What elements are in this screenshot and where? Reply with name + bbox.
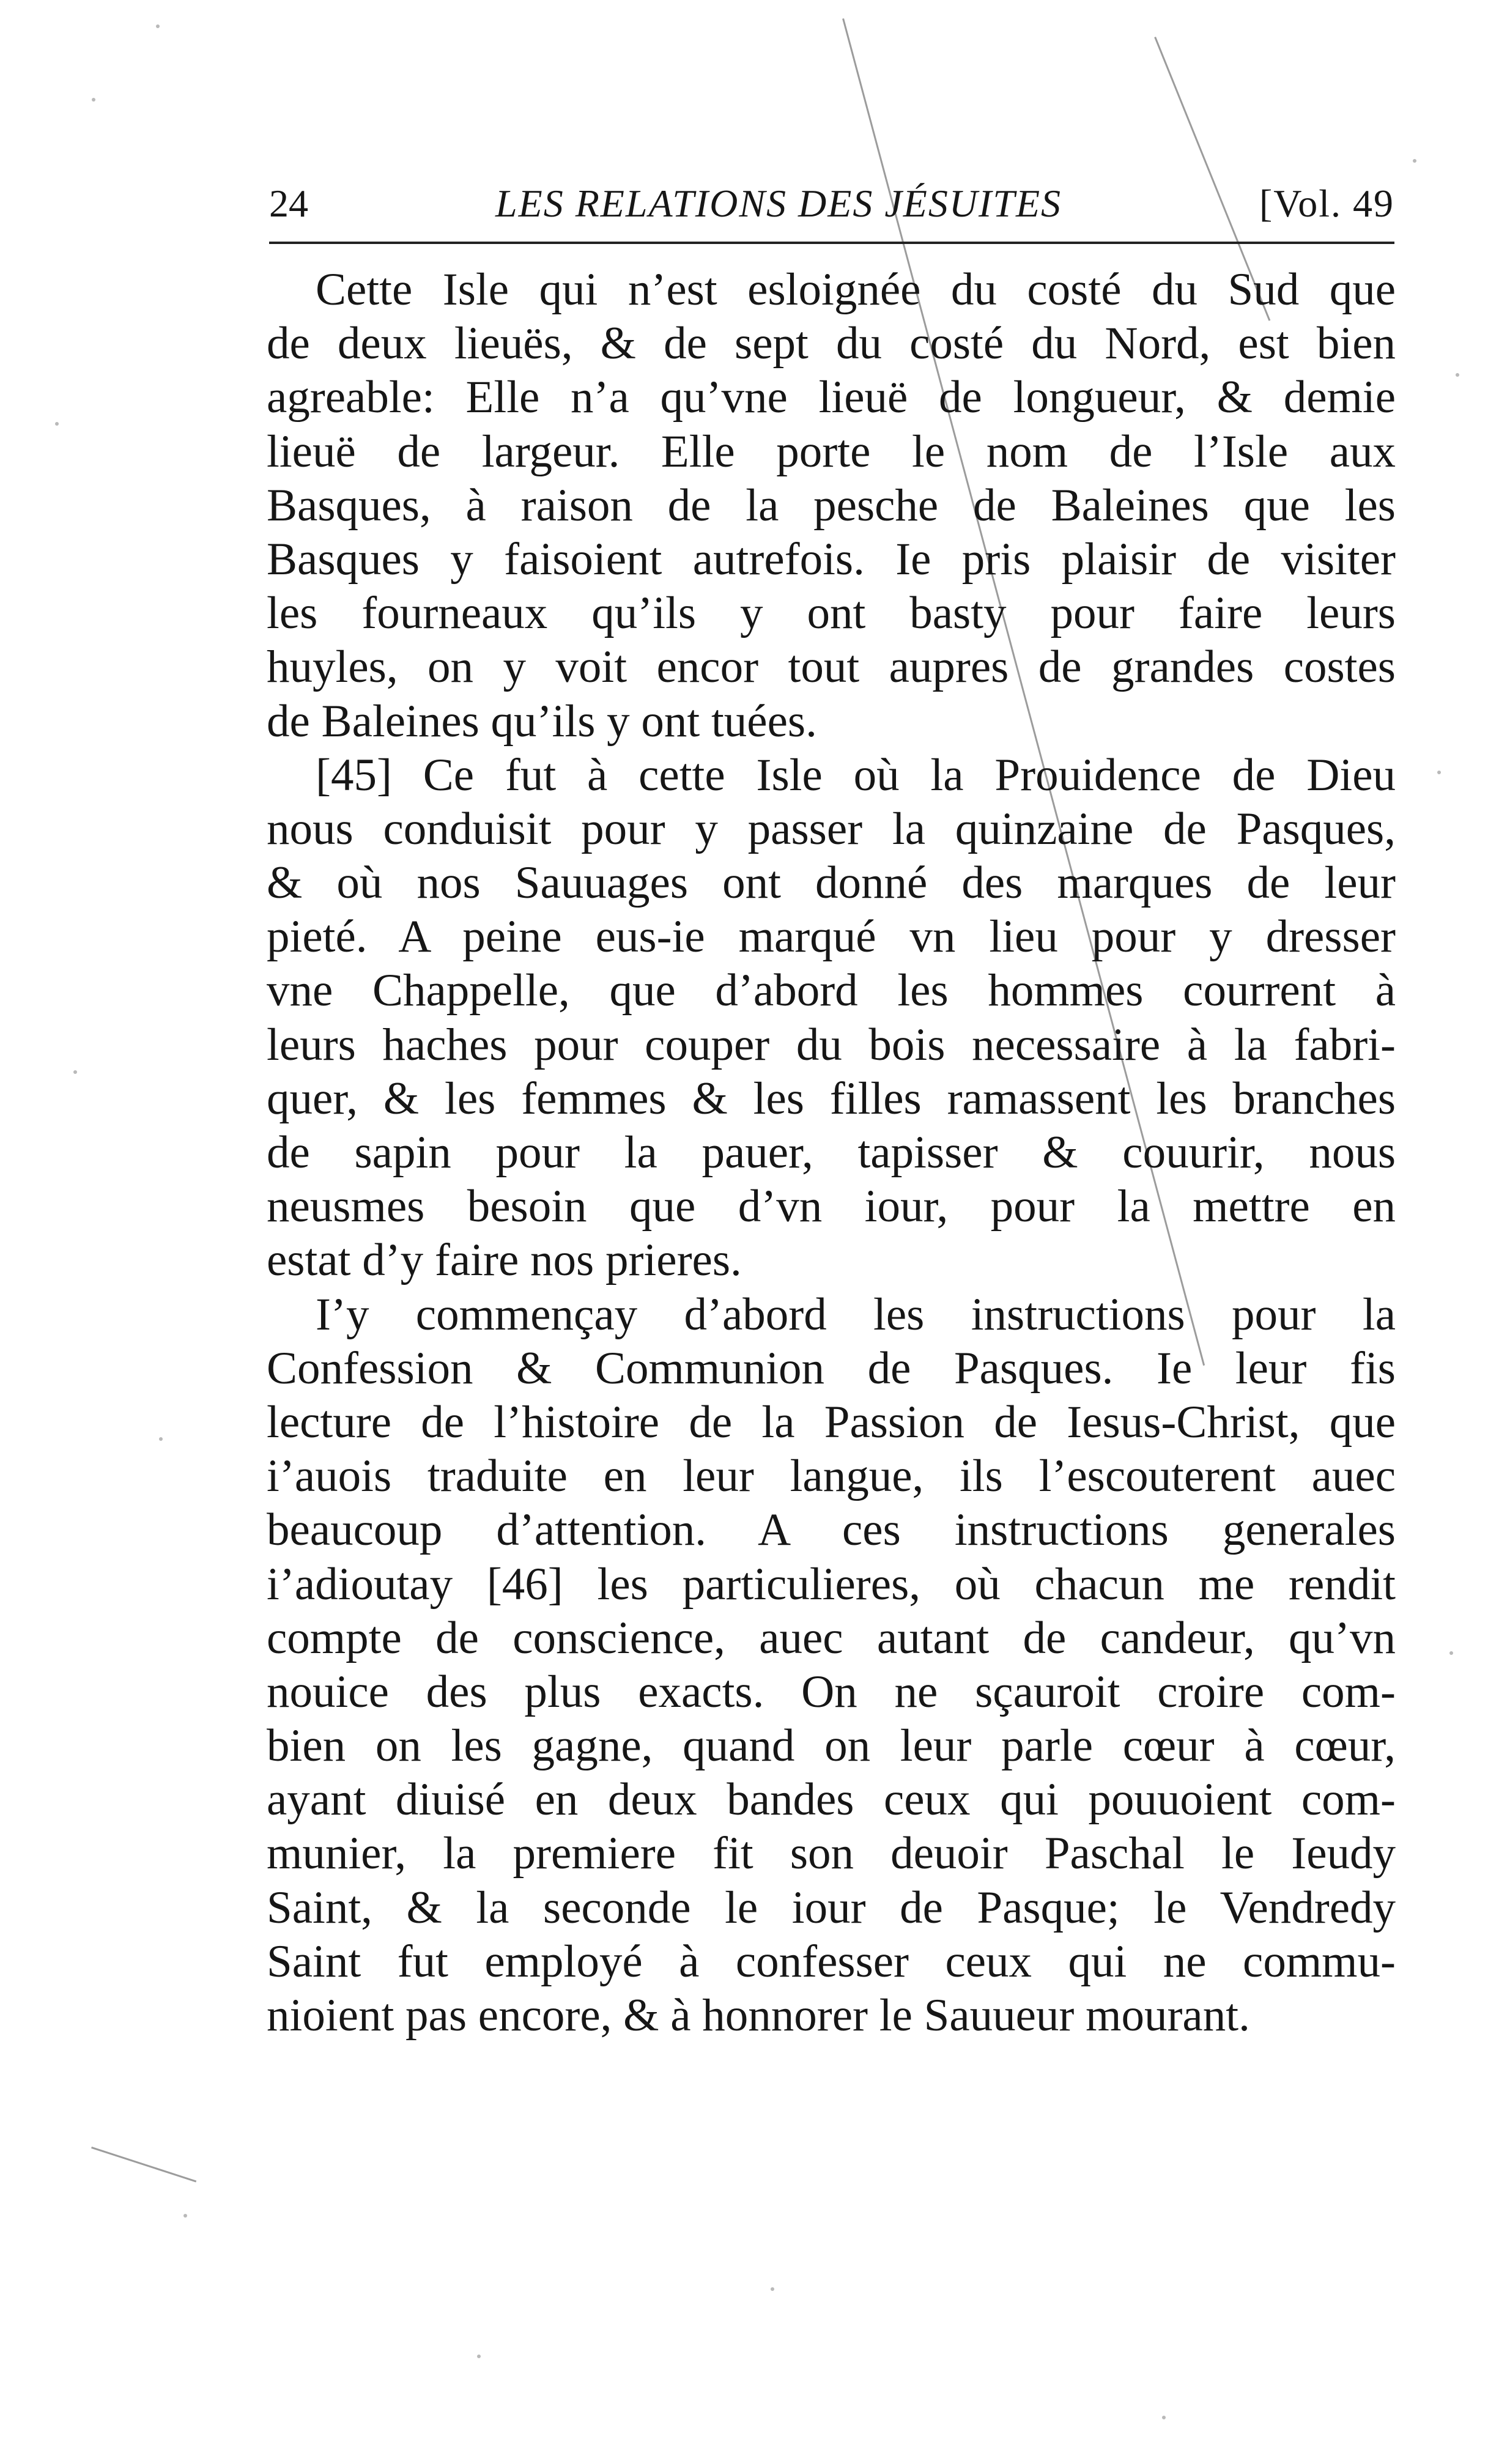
text-line: de deux lieuës, & de sept du costé du Nord, est bien [267, 318, 1396, 369]
text-line: de Baleines qu’ils y ont tuées. [267, 695, 817, 747]
volume-label: [Vol. 49 [1259, 182, 1394, 225]
text-line: leurs haches pour couper du bois necessaire à la fabri- [267, 1019, 1396, 1070]
text-line: pieté. A peine eus-ie marqué vn lieu pour y dresser [267, 911, 1396, 963]
text-line: compte de conscience, auec autant de candeur, qu’vn [267, 1612, 1396, 1663]
scan-speck [156, 24, 160, 28]
text-line: lecture de l’histoire de la Passion de Iesus-Christ, que [267, 1396, 1396, 1448]
text-line: Saint, & la seconde le iour de Pasque; le Vendredy [267, 1882, 1396, 1933]
text-line: agreable: Elle n’a qu’vne lieuë de longueur, & demie [267, 372, 1396, 423]
text-line: de sapin pour la pauer, tapisser & couurir, nous [267, 1127, 1396, 1178]
scan-speck [183, 2214, 187, 2218]
scan-speck [771, 2287, 774, 2291]
page-number: 24 [269, 182, 308, 225]
scan-speck [159, 1437, 163, 1441]
scan-speck [1162, 2416, 1166, 2419]
scan-speck [1456, 373, 1459, 377]
scan-speck [73, 1070, 77, 1074]
text-line: Basques y faisoient autrefois. Ie pris plaisir de visiter [267, 533, 1396, 585]
header-rule [269, 242, 1394, 244]
text-line: beaucoup d’attention. A ces instructions generales [267, 1504, 1396, 1556]
text-line: munier, la premiere fit son deuoir Paschal le Ieudy [267, 1828, 1396, 1879]
text-line: i’adioutay [46] les particulieres, où chacun me rendit [267, 1558, 1396, 1610]
scan-speck [92, 98, 95, 102]
text-line: Cette Isle qui n’est esloignée du costé du Sud que [316, 264, 1396, 315]
text-line: & où nos Sauuages ont donné des marques de leur [267, 857, 1396, 909]
text-line: nioient pas encore, & à honnorer le Sauueur mourant. [267, 1990, 1250, 2041]
text-line: Confession & Communion de Pasques. Ie leur fis [267, 1342, 1396, 1394]
scan-speck [1449, 1651, 1453, 1655]
text-line: quer, & les femmes & les filles ramassent les branches [267, 1073, 1396, 1124]
scan-crack [91, 2147, 196, 2182]
scan-speck [1413, 159, 1416, 163]
text-line: huyles, on y voit encor tout aupres de grandes costes [267, 642, 1396, 693]
text-line: [45] Ce fut à cette Isle où la Prouidence de Dieu [316, 749, 1396, 801]
text-line: i’auois traduite en leur langue, ils l’escouterent auec [267, 1451, 1396, 1502]
scan-speck [1437, 771, 1441, 774]
text-line: nous conduisit pour y passer la quinzaine de Pasques, [267, 803, 1396, 854]
text-line: les fourneaux qu’ils y ont basty pour faire leurs [267, 588, 1396, 639]
text-line: bien on les gagne, quand on leur parle cœur à cœur, [267, 1720, 1396, 1772]
scan-speck [55, 422, 59, 426]
text-line: Saint fut employé à confesser ceux qui ne commu- [267, 1936, 1396, 1987]
running-title: LES RELATIONS DES JÉSUITES [495, 182, 1062, 225]
running-header [269, 172, 1394, 228]
text-line: nouice des plus exacts. On ne sçauroit croire com- [267, 1666, 1396, 1717]
text-line: vne Chappelle, que d’abord les hommes courrent à [267, 965, 1396, 1016]
text-line: lieuë de largeur. Elle porte le nom de l’Isle aux [267, 426, 1396, 477]
scan-speck [477, 2355, 481, 2358]
text-line: neusmes besoin que d’vn iour, pour la mettre en [267, 1181, 1396, 1232]
text-line: I’y commençay d’abord les instructions pour la [316, 1289, 1396, 1340]
text-line: estat d’y faire nos prieres. [267, 1235, 742, 1286]
text-line: Basques, à raison de la pesche de Baleines que les [267, 479, 1396, 531]
text-line: ayant diuisé en deux bandes ceux qui pouuoient com- [267, 1774, 1396, 1826]
body-text [267, 263, 1396, 2043]
